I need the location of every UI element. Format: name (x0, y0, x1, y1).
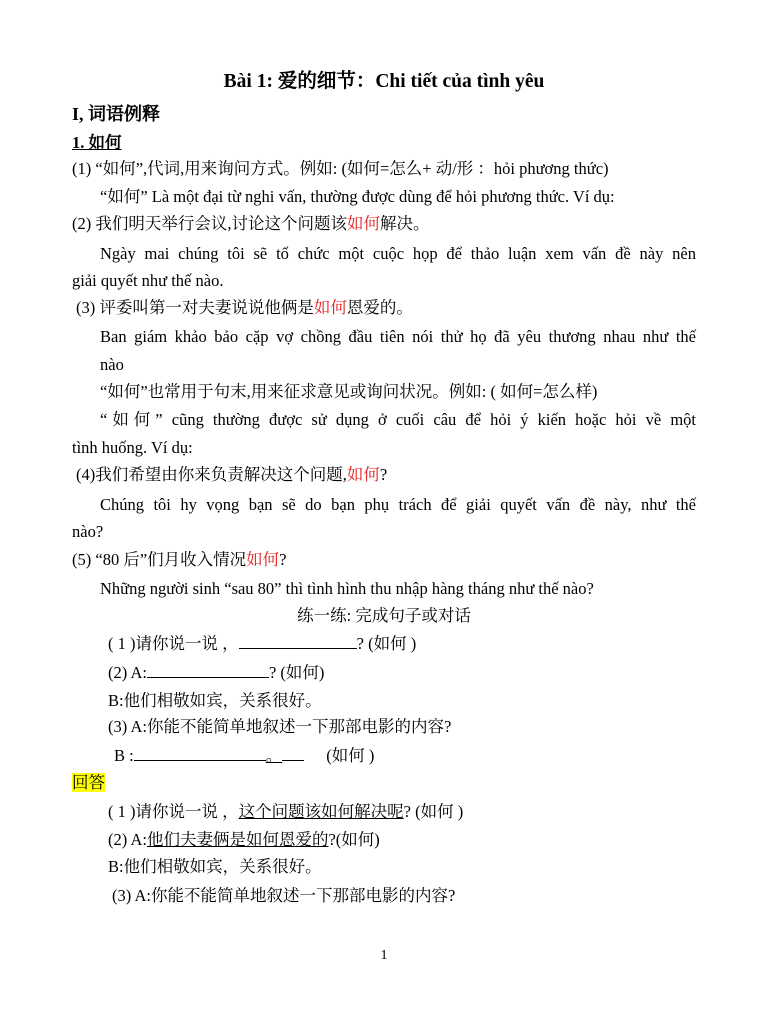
answer-2-post: ?(如何) (328, 830, 380, 849)
example-3 (76, 297, 413, 319)
practice-q3-a: (3) A:你能不能简单地叙述一下那部电影的内容? (108, 717, 452, 736)
example-4 (76, 464, 387, 486)
example-5-pre: (5) “80 后”们月收入情况 (72, 550, 247, 569)
example-5-keyword: 如何 (246, 550, 280, 569)
page-title: Bài 1: 爱的细节：Chi tiết của tình yêu (223, 71, 545, 92)
answer-2-b: B:他们相敬如宾，关系很好。 (108, 857, 322, 876)
practice-q2-post: ? (如何) (268, 663, 325, 682)
answers-label: 回答 (72, 773, 105, 792)
example-2 (72, 213, 430, 235)
example-3-pre: (3) 评委叫第一对夫妻说说他俩是 (76, 298, 314, 317)
example-2-post: 解决。 (380, 214, 430, 233)
practice-title: 练一练: 完成句子或对话 (297, 606, 471, 625)
practice-q1-blank[interactable] (239, 633, 357, 649)
answer-2-pre: (2) A: (108, 830, 147, 849)
example-5 (72, 549, 286, 571)
line-1: (1) “如何”,代词,用来询问方式。例如: (如何=怎么+ 动/形 ：hỏi phương thức) (72, 159, 609, 178)
practice-q3-b-mid: 。 (265, 746, 283, 765)
practice-q1-post: ? (如何 ) (356, 634, 417, 653)
page-number: 1 (380, 948, 388, 963)
line-16: Những người sinh “sau 80” thì tình hình thu nhập hàng tháng như thế nào? (100, 579, 594, 598)
line-9: “如何”也常用于句末,用来征求意见或询问状况。例如: ( 如何=怎么样) (100, 382, 598, 401)
line-14: nào? (72, 522, 104, 541)
section-heading: I, 词语例释 (72, 104, 161, 124)
line-4: Ngày mai chúng tôi sẽ tổ chức một cuộc họp để thảo luận xem vấn đề này nên (100, 244, 696, 263)
example-4-keyword: 如何 (346, 465, 380, 484)
answer-1-text: 这个问题该如何解决呢 (238, 802, 404, 821)
example-2-pre: (2) 我们明天举行会议,讨论这个问题该 (72, 214, 347, 233)
example-3-keyword: 如何 (313, 298, 347, 317)
answer-1-post: ? (如何 ) (403, 802, 464, 821)
example-3-post: 恩爱的。 (346, 298, 413, 317)
answer-1 (108, 801, 463, 823)
practice-q1-pre: ( 1 )请你说一说 ， (108, 634, 239, 653)
practice-q2-pre: (2) A: (108, 663, 147, 682)
practice-q2-b: B:他们相敬如宾，关系很好。 (108, 691, 322, 710)
answer-2 (108, 829, 380, 851)
line-11: tình huống. Ví dụ: (72, 438, 193, 457)
practice-q3-blank-tail (282, 745, 304, 761)
answer-1-pre: ( 1 )请你说一说 ， (108, 802, 239, 821)
example-2-keyword: 如何 (347, 214, 380, 233)
line-5: giải quyết như thế nào. (72, 271, 224, 290)
example-4-pre: (4)我们希望由你来负责解决这个问题, (76, 465, 347, 484)
line-8: nào (100, 355, 124, 374)
practice-q2 (108, 662, 324, 684)
line-2: “如何” Là một đại từ nghi vấn, thường được dùng để hỏi phương thức. Ví dụ: (100, 187, 615, 206)
line-13: Chúng tôi hy vọng bạn sẽ do bạn phụ trách để giải quyết vấn đề này, như thế (100, 495, 696, 514)
practice-q2-blank[interactable] (147, 662, 269, 678)
line-7: Ban giám khảo bảo cặp vợ chồng đầu tiên nói thử họ đã yêu thương nhau như thế (100, 327, 696, 346)
subheading-ruhe: 1. 如何 (72, 133, 122, 152)
answer-2-text: 他们夫妻俩是如何恩爱的 (146, 830, 329, 849)
answers-label-row (72, 772, 105, 794)
example-5-post: ? (279, 550, 287, 569)
practice-q3-blank[interactable] (134, 745, 266, 761)
practice-q3-b-pre: B : (114, 746, 134, 765)
practice-q3-b-post: (如何 ) (326, 746, 375, 765)
answer-3-a: (3) A:你能不能简单地叙述一下那部电影的内容? (112, 886, 456, 905)
line-10: “如何” cũng thường được sử dụng ở cuối câu để hỏi ý kiến hoặc hỏi về một (100, 410, 696, 429)
practice-q3-b (114, 745, 374, 767)
example-4-post: ? (379, 465, 388, 484)
practice-q1 (108, 633, 416, 655)
